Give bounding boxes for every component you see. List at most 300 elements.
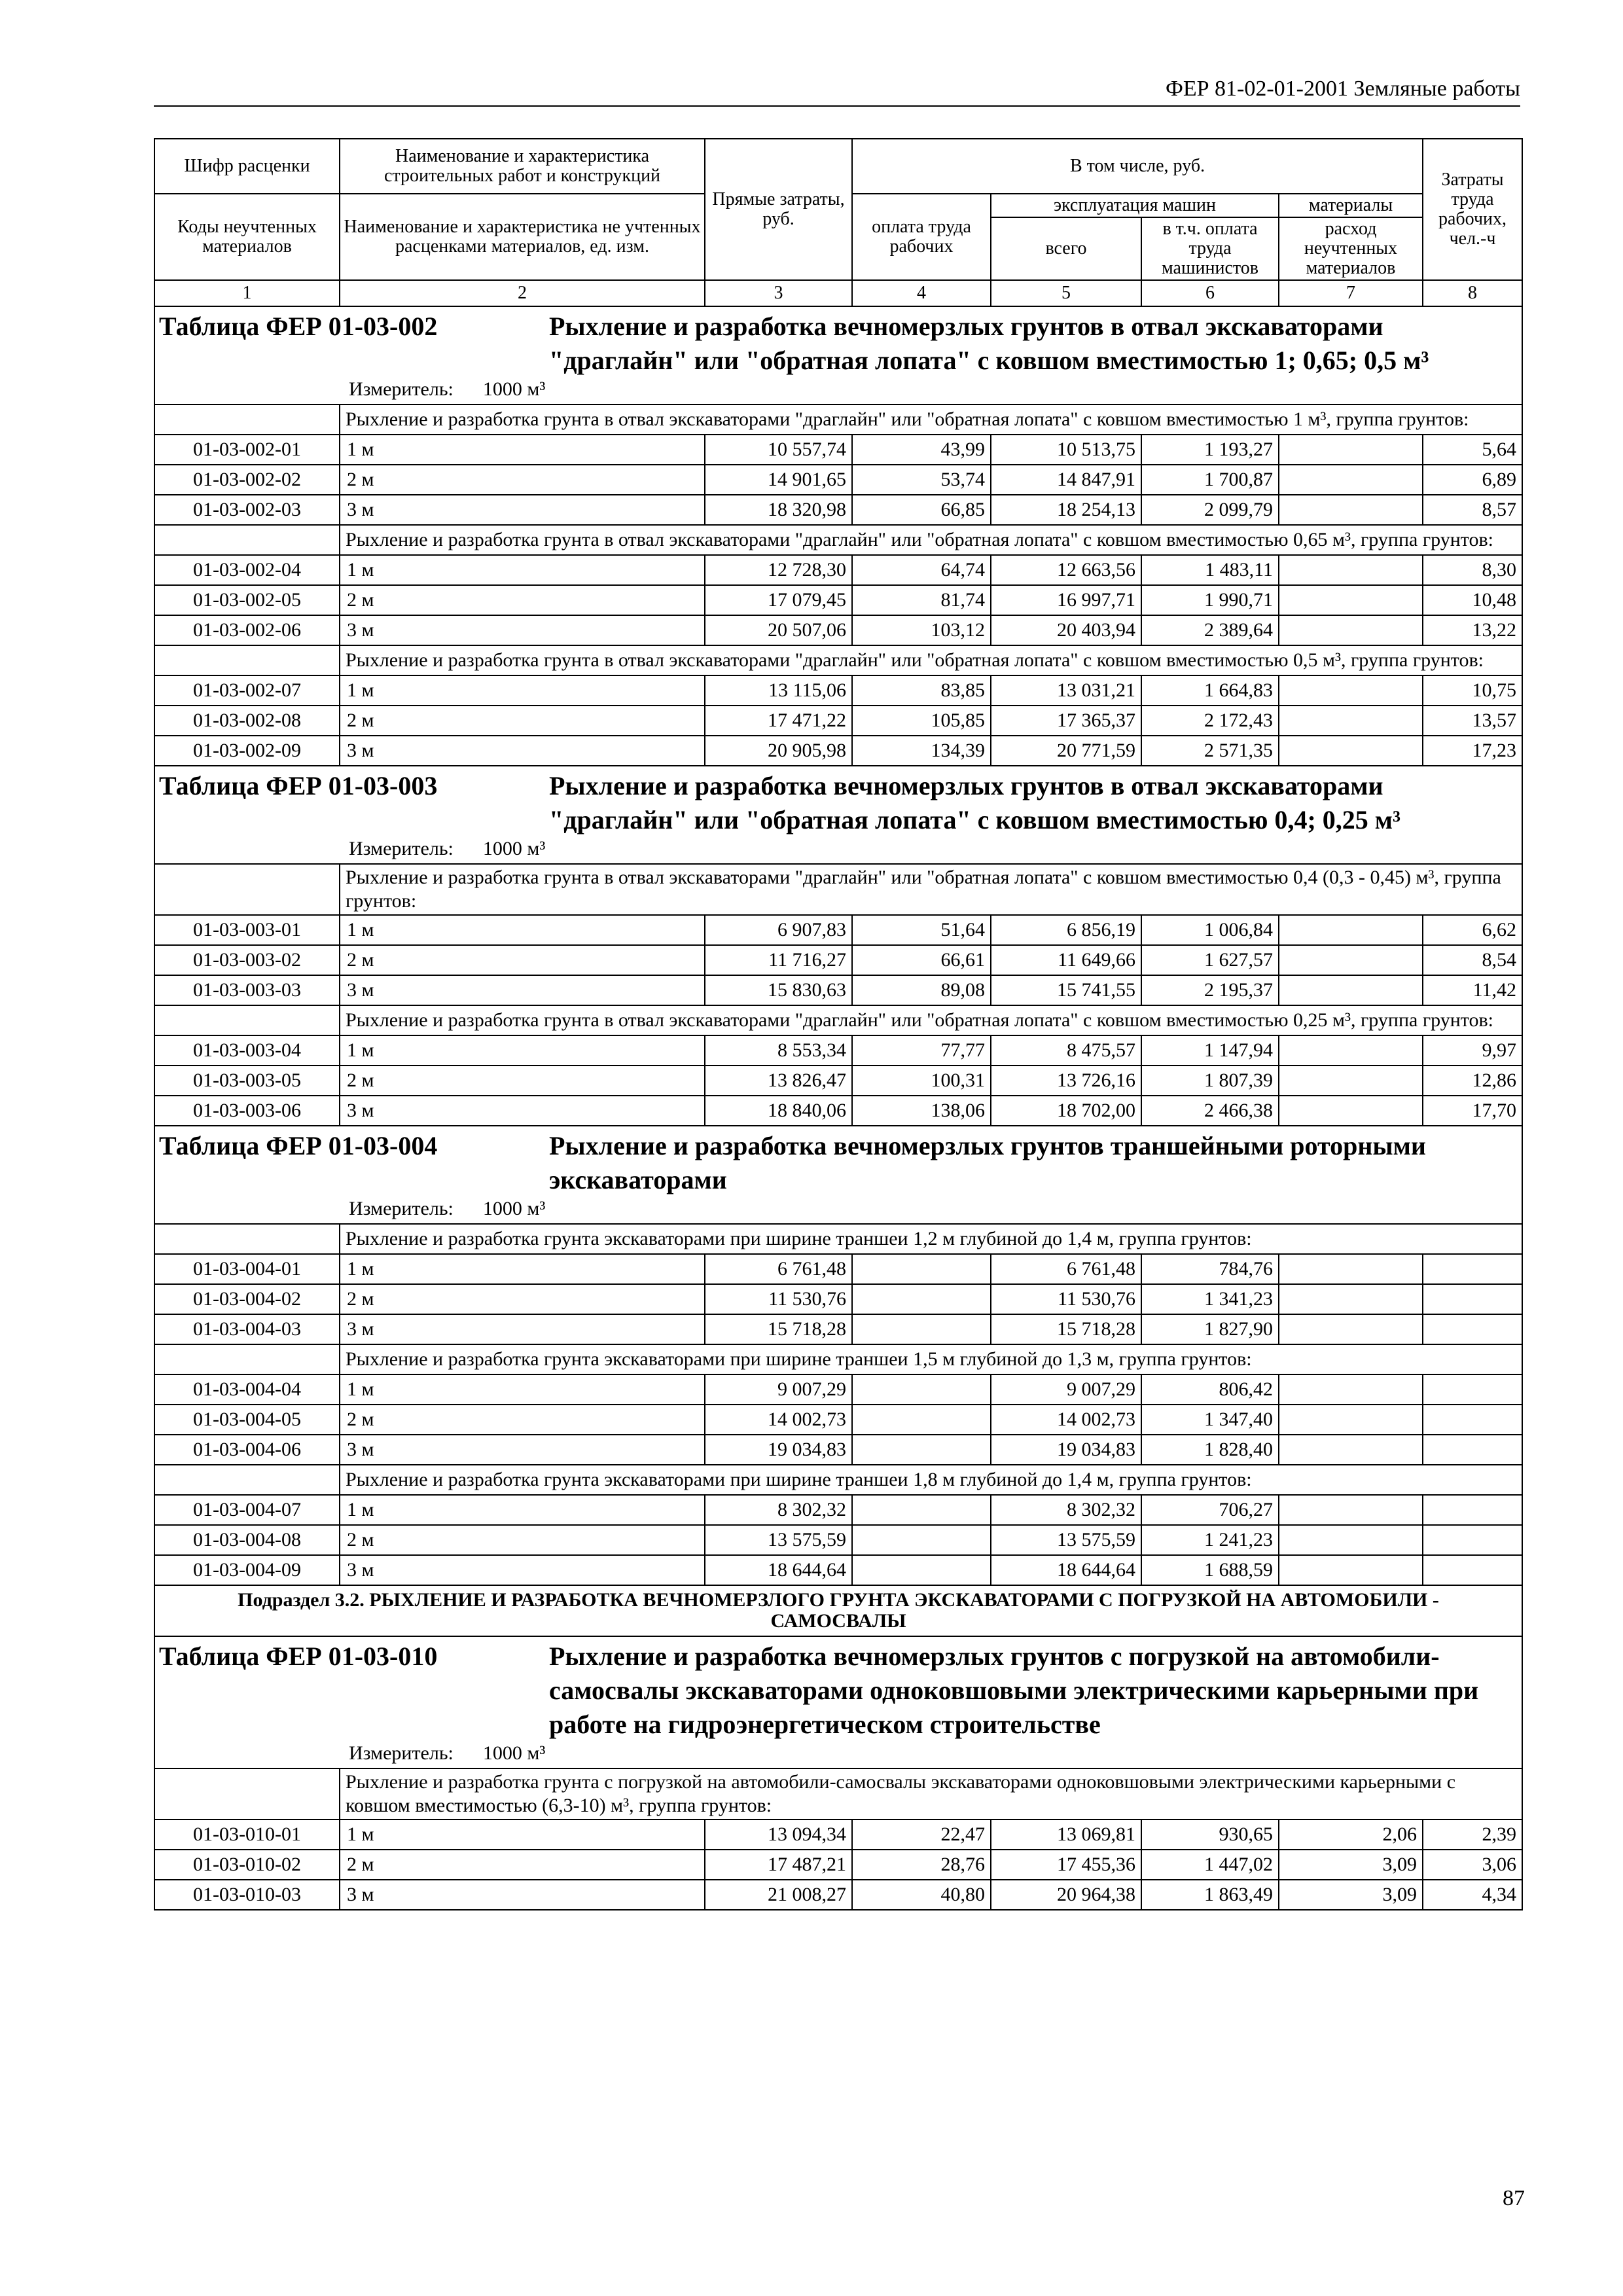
soil-group: 2 м bbox=[340, 465, 705, 495]
operator-pay: 1 241,23 bbox=[1141, 1525, 1279, 1555]
labor-pay: 77,77 bbox=[852, 1035, 991, 1066]
labor-pay bbox=[852, 1284, 991, 1314]
labor-hours bbox=[1423, 1435, 1522, 1465]
labor-pay: 83,85 bbox=[852, 675, 991, 706]
rate-code: 01-03-010-01 bbox=[154, 1820, 340, 1850]
machine-total: 20 403,94 bbox=[991, 615, 1141, 645]
soil-group: 1 м bbox=[340, 915, 705, 945]
table-row bbox=[154, 1284, 1522, 1314]
group-empty-cell bbox=[154, 1465, 340, 1495]
materials bbox=[1279, 615, 1423, 645]
price-table bbox=[154, 138, 1523, 1910]
machine-total: 11 649,66 bbox=[991, 945, 1141, 975]
rate-code: 01-03-004-01 bbox=[154, 1254, 340, 1284]
materials bbox=[1279, 555, 1423, 585]
col8-header: Затраты труда рабочих, чел.-ч bbox=[1423, 139, 1522, 280]
group-empty-cell bbox=[154, 1344, 340, 1374]
rate-code: 01-03-004-06 bbox=[154, 1435, 340, 1465]
rate-code: 01-03-002-03 bbox=[154, 495, 340, 525]
col5-header: всего bbox=[991, 217, 1141, 280]
machine-total: 6 761,48 bbox=[991, 1254, 1141, 1284]
table-row bbox=[154, 555, 1522, 585]
materials bbox=[1279, 945, 1423, 975]
col-number: 5 bbox=[991, 280, 1141, 306]
col-number: 1 bbox=[154, 280, 340, 306]
direct-costs: 8 553,34 bbox=[705, 1035, 852, 1066]
labor-pay: 22,47 bbox=[852, 1820, 991, 1850]
operator-pay: 1 807,39 bbox=[1141, 1066, 1279, 1096]
operator-pay: 1 483,11 bbox=[1141, 555, 1279, 585]
table-title-cell bbox=[154, 1636, 1522, 1768]
group-row bbox=[154, 525, 1522, 555]
rate-code: 01-03-003-04 bbox=[154, 1035, 340, 1066]
materials bbox=[1279, 435, 1423, 465]
table-name: Рыхление и разработка вечномерзлых грунтов в отвал экскаваторами "драглайн" или "обратная лопата" с ковшом вместимостью 1; 0,65; 0,5 м³ bbox=[549, 312, 1429, 375]
labor-hours bbox=[1423, 1314, 1522, 1344]
table-row bbox=[154, 495, 1522, 525]
labor-hours: 6,89 bbox=[1423, 465, 1522, 495]
materials bbox=[1279, 706, 1423, 736]
labor-pay: 51,64 bbox=[852, 915, 991, 945]
machine-total: 12 663,56 bbox=[991, 555, 1141, 585]
rate-code: 01-03-004-02 bbox=[154, 1284, 340, 1314]
machine-total: 18 254,13 bbox=[991, 495, 1141, 525]
group-row bbox=[154, 1465, 1522, 1495]
group-empty-cell bbox=[154, 525, 340, 555]
col1-top: Шифр расценки bbox=[154, 139, 340, 194]
labor-hours: 17,23 bbox=[1423, 736, 1522, 766]
materials bbox=[1279, 1254, 1423, 1284]
measure-label: Измеритель: bbox=[349, 1742, 454, 1764]
labor-hours: 11,42 bbox=[1423, 975, 1522, 1005]
labor-pay bbox=[852, 1525, 991, 1555]
labor-hours bbox=[1423, 1374, 1522, 1405]
group-description: Рыхление и разработка грунта в отвал экскаваторами "драглайн" или "обратная лопата" с ковшом вместимостью 0,25 м³, группа грунтов: bbox=[340, 1005, 1522, 1035]
group-row bbox=[154, 1224, 1522, 1254]
machine-total: 16 997,71 bbox=[991, 585, 1141, 615]
table-row bbox=[154, 1495, 1522, 1525]
machine-total: 11 530,76 bbox=[991, 1284, 1141, 1314]
table-name: Рыхление и разработка вечномерзлых грунтов траншейными роторными экскаваторами bbox=[549, 1131, 1426, 1194]
measure-value: 1000 м³ bbox=[482, 378, 546, 400]
running-header-title: ФЕР 81-02-01-2001 Земляные работы bbox=[1165, 77, 1520, 101]
labor-hours: 17,70 bbox=[1423, 1096, 1522, 1126]
table-code: Таблица ФЕР 01-03-004 bbox=[159, 1131, 438, 1160]
table-row bbox=[154, 975, 1522, 1005]
soil-group: 1 м bbox=[340, 675, 705, 706]
labor-hours: 8,57 bbox=[1423, 495, 1522, 525]
labor-hours: 12,86 bbox=[1423, 1066, 1522, 1096]
direct-costs: 17 079,45 bbox=[705, 585, 852, 615]
group-description: Рыхление и разработка грунта экскаваторами при ширине траншеи 1,8 м глубиной до 1,4 м, группа грунтов: bbox=[340, 1465, 1522, 1495]
materials-header: материалы bbox=[1279, 194, 1423, 217]
col2-top: Наименование и характеристика строительных работ и конструкций bbox=[340, 139, 705, 194]
rate-code: 01-03-002-06 bbox=[154, 615, 340, 645]
direct-costs: 13 826,47 bbox=[705, 1066, 852, 1096]
labor-pay: 64,74 bbox=[852, 555, 991, 585]
rate-code: 01-03-010-02 bbox=[154, 1850, 340, 1880]
soil-group: 1 м bbox=[340, 1254, 705, 1284]
machine-total: 13 575,59 bbox=[991, 1525, 1141, 1555]
col-number: 8 bbox=[1423, 280, 1522, 306]
machine-total: 10 513,75 bbox=[991, 435, 1141, 465]
table-row bbox=[154, 675, 1522, 706]
rate-code: 01-03-004-09 bbox=[154, 1555, 340, 1585]
table-code: Таблица ФЕР 01-03-003 bbox=[159, 771, 438, 800]
table-row bbox=[154, 1525, 1522, 1555]
direct-costs: 6 907,83 bbox=[705, 915, 852, 945]
materials: 3,09 bbox=[1279, 1850, 1423, 1880]
direct-costs: 11 716,27 bbox=[705, 945, 852, 975]
soil-group: 1 м bbox=[340, 1035, 705, 1066]
labor-hours: 3,06 bbox=[1423, 1850, 1522, 1880]
machine-total: 8 302,32 bbox=[991, 1495, 1141, 1525]
table-name: Рыхление и разработка вечномерзлых грунтов в отвал экскаваторами "драглайн" или "обратная лопата" с ковшом вместимостью 0,4; 0,25 м³ bbox=[549, 771, 1401, 834]
operator-pay: 784,76 bbox=[1141, 1254, 1279, 1284]
labor-pay bbox=[852, 1314, 991, 1344]
measure-line bbox=[159, 1197, 1518, 1221]
measure-line bbox=[159, 837, 1518, 861]
group-row bbox=[154, 1344, 1522, 1374]
machine-total: 15 741,55 bbox=[991, 975, 1141, 1005]
soil-group: 2 м bbox=[340, 1525, 705, 1555]
table-row bbox=[154, 585, 1522, 615]
table-row bbox=[154, 1820, 1522, 1850]
labor-hours bbox=[1423, 1495, 1522, 1525]
measure-line bbox=[159, 1742, 1518, 1765]
direct-costs: 12 728,30 bbox=[705, 555, 852, 585]
materials bbox=[1279, 1374, 1423, 1405]
soil-group: 1 м bbox=[340, 435, 705, 465]
machine-total: 19 034,83 bbox=[991, 1435, 1141, 1465]
materials bbox=[1279, 1096, 1423, 1126]
materials bbox=[1279, 1314, 1423, 1344]
rate-code: 01-03-003-03 bbox=[154, 975, 340, 1005]
soil-group: 1 м bbox=[340, 555, 705, 585]
measure-label: Измеритель: bbox=[349, 378, 454, 400]
labor-hours bbox=[1423, 1405, 1522, 1435]
rate-code: 01-03-004-04 bbox=[154, 1374, 340, 1405]
operator-pay: 1 627,57 bbox=[1141, 945, 1279, 975]
rate-code: 01-03-002-02 bbox=[154, 465, 340, 495]
group-empty-cell bbox=[154, 1005, 340, 1035]
group-description: Рыхление и разработка грунта экскаваторами при ширине траншеи 1,5 м глубиной до 1,3 м, группа грунтов: bbox=[340, 1344, 1522, 1374]
direct-costs: 18 840,06 bbox=[705, 1096, 852, 1126]
materials bbox=[1279, 915, 1423, 945]
rate-code: 01-03-003-01 bbox=[154, 915, 340, 945]
rate-code: 01-03-003-02 bbox=[154, 945, 340, 975]
direct-costs: 14 901,65 bbox=[705, 465, 852, 495]
table-row bbox=[154, 1096, 1522, 1126]
table-row bbox=[154, 1066, 1522, 1096]
operator-pay: 930,65 bbox=[1141, 1820, 1279, 1850]
rate-code: 01-03-004-08 bbox=[154, 1525, 340, 1555]
materials: 3,09 bbox=[1279, 1880, 1423, 1910]
operator-pay: 1 827,90 bbox=[1141, 1314, 1279, 1344]
table-title bbox=[159, 1640, 1518, 1742]
operator-pay: 2 389,64 bbox=[1141, 615, 1279, 645]
table-row bbox=[154, 1254, 1522, 1284]
group-description: Рыхление и разработка грунта с погрузкой на автомобили-самосвалы экскаваторами одноковшовыми электрическими карьерными с ковшом вместимостью (6,3-10) м³, группа грунтов: bbox=[340, 1768, 1522, 1820]
col4-header: оплата труда рабочих bbox=[852, 194, 991, 280]
materials bbox=[1279, 1555, 1423, 1585]
operator-pay: 1 863,49 bbox=[1141, 1880, 1279, 1910]
direct-costs: 17 471,22 bbox=[705, 706, 852, 736]
labor-pay: 105,85 bbox=[852, 706, 991, 736]
labor-pay bbox=[852, 1374, 991, 1405]
materials bbox=[1279, 495, 1423, 525]
rate-code: 01-03-003-06 bbox=[154, 1096, 340, 1126]
col7-header: расход неучтенных материалов bbox=[1279, 217, 1423, 280]
machine-total: 18 702,00 bbox=[991, 1096, 1141, 1126]
soil-group: 3 м bbox=[340, 1314, 705, 1344]
table-title-row bbox=[154, 766, 1522, 864]
operator-pay: 1 006,84 bbox=[1141, 915, 1279, 945]
table-code: Таблица ФЕР 01-03-002 bbox=[159, 312, 438, 341]
labor-pay: 89,08 bbox=[852, 975, 991, 1005]
group-description: Рыхление и разработка грунта в отвал экскаваторами "драглайн" или "обратная лопата" с ковшом вместимостью 1 м³, группа грунтов: bbox=[340, 404, 1522, 435]
col-number: 6 bbox=[1141, 280, 1279, 306]
machine-total: 9 007,29 bbox=[991, 1374, 1141, 1405]
group-description: Рыхление и разработка грунта в отвал экскаваторами "драглайн" или "обратная лопата" с ковшом вместимостью 0,4 (0,3 - 0,45) м³, группа грунтов: bbox=[340, 864, 1522, 915]
group-row bbox=[154, 1005, 1522, 1035]
materials bbox=[1279, 1435, 1423, 1465]
machine-total: 20 771,59 bbox=[991, 736, 1141, 766]
direct-costs: 10 557,74 bbox=[705, 435, 852, 465]
direct-costs: 15 830,63 bbox=[705, 975, 852, 1005]
measure-value: 1000 м³ bbox=[482, 838, 546, 859]
table-row bbox=[154, 945, 1522, 975]
soil-group: 2 м bbox=[340, 585, 705, 615]
labor-pay bbox=[852, 1405, 991, 1435]
soil-group: 2 м bbox=[340, 1850, 705, 1880]
rate-code: 01-03-004-03 bbox=[154, 1314, 340, 1344]
operator-pay: 1 341,23 bbox=[1141, 1284, 1279, 1314]
measure-label: Измеритель: bbox=[349, 838, 454, 859]
col-number: 4 bbox=[852, 280, 991, 306]
direct-costs: 9 007,29 bbox=[705, 1374, 852, 1405]
direct-costs: 18 320,98 bbox=[705, 495, 852, 525]
soil-group: 3 м bbox=[340, 975, 705, 1005]
labor-hours: 9,97 bbox=[1423, 1035, 1522, 1066]
table-row bbox=[154, 1850, 1522, 1880]
machine-total: 6 856,19 bbox=[991, 915, 1141, 945]
col3-header: Прямые затраты, руб. bbox=[705, 139, 852, 280]
subsection-row bbox=[154, 1585, 1522, 1636]
table-row bbox=[154, 1435, 1522, 1465]
soil-group: 2 м bbox=[340, 1284, 705, 1314]
labor-pay: 40,80 bbox=[852, 1880, 991, 1910]
soil-group: 2 м bbox=[340, 945, 705, 975]
rate-code: 01-03-002-05 bbox=[154, 585, 340, 615]
labor-pay bbox=[852, 1254, 991, 1284]
measure-value: 1000 м³ bbox=[482, 1198, 546, 1219]
group-empty-cell bbox=[154, 1224, 340, 1254]
labor-pay: 100,31 bbox=[852, 1066, 991, 1096]
group-row bbox=[154, 1768, 1522, 1820]
labor-hours: 13,22 bbox=[1423, 615, 1522, 645]
labor-hours: 13,57 bbox=[1423, 706, 1522, 736]
rate-code: 01-03-004-07 bbox=[154, 1495, 340, 1525]
labor-pay: 43,99 bbox=[852, 435, 991, 465]
direct-costs: 6 761,48 bbox=[705, 1254, 852, 1284]
table-row bbox=[154, 915, 1522, 945]
machine-total: 15 718,28 bbox=[991, 1314, 1141, 1344]
labor-hours: 8,30 bbox=[1423, 555, 1522, 585]
soil-group: 2 м bbox=[340, 1405, 705, 1435]
operator-pay: 1 447,02 bbox=[1141, 1850, 1279, 1880]
group-empty-cell bbox=[154, 1768, 340, 1820]
operator-pay: 1 828,40 bbox=[1141, 1435, 1279, 1465]
soil-group: 3 м bbox=[340, 1555, 705, 1585]
group-description: Рыхление и разработка грунта в отвал экскаваторами "драглайн" или "обратная лопата" с ковшом вместимостью 0,5 м³, группа грунтов: bbox=[340, 645, 1522, 675]
labor-pay: 81,74 bbox=[852, 585, 991, 615]
labor-hours: 8,54 bbox=[1423, 945, 1522, 975]
operator-pay: 1 700,87 bbox=[1141, 465, 1279, 495]
soil-group: 3 м bbox=[340, 1880, 705, 1910]
machine-total: 20 964,38 bbox=[991, 1880, 1141, 1910]
group-empty-cell bbox=[154, 645, 340, 675]
soil-group: 2 м bbox=[340, 1066, 705, 1096]
labor-hours bbox=[1423, 1284, 1522, 1314]
soil-group: 3 м bbox=[340, 1435, 705, 1465]
operator-pay: 2 195,37 bbox=[1141, 975, 1279, 1005]
group-empty-cell bbox=[154, 404, 340, 435]
labor-pay: 134,39 bbox=[852, 736, 991, 766]
machine-total: 8 475,57 bbox=[991, 1035, 1141, 1066]
col-number: 7 bbox=[1279, 280, 1423, 306]
operator-pay: 706,27 bbox=[1141, 1495, 1279, 1525]
col1-bottom: Коды неучтенных материалов bbox=[154, 194, 340, 280]
materials bbox=[1279, 1405, 1423, 1435]
included-header: В том числе, руб. bbox=[852, 139, 1423, 194]
table-title-cell bbox=[154, 766, 1522, 864]
measure-value: 1000 м³ bbox=[482, 1742, 546, 1764]
table-title-row bbox=[154, 1636, 1522, 1768]
table-row bbox=[154, 435, 1522, 465]
operator-pay: 2 172,43 bbox=[1141, 706, 1279, 736]
soil-group: 3 м bbox=[340, 495, 705, 525]
direct-costs: 20 905,98 bbox=[705, 736, 852, 766]
group-description: Рыхление и разработка грунта экскаваторами при ширине траншеи 1,2 м глубиной до 1,4 м, группа грунтов: bbox=[340, 1224, 1522, 1254]
labor-pay: 53,74 bbox=[852, 465, 991, 495]
table-title-cell bbox=[154, 306, 1522, 404]
table-title bbox=[159, 769, 1518, 837]
labor-hours bbox=[1423, 1254, 1522, 1284]
measure-line bbox=[159, 378, 1518, 401]
labor-hours: 5,64 bbox=[1423, 435, 1522, 465]
materials: 2,06 bbox=[1279, 1820, 1423, 1850]
materials bbox=[1279, 1495, 1423, 1525]
machine-total: 17 365,37 bbox=[991, 706, 1141, 736]
labor-pay bbox=[852, 1495, 991, 1525]
operator-pay: 1 664,83 bbox=[1141, 675, 1279, 706]
direct-costs: 15 718,28 bbox=[705, 1314, 852, 1344]
table-title-cell bbox=[154, 1126, 1522, 1224]
table-row bbox=[154, 1555, 1522, 1585]
table-title bbox=[159, 310, 1518, 378]
group-row bbox=[154, 404, 1522, 435]
soil-group: 1 м bbox=[340, 1495, 705, 1525]
group-description: Рыхление и разработка грунта в отвал экскаваторами "драглайн" или "обратная лопата" с ковшом вместимостью 0,65 м³, группа грунтов: bbox=[340, 525, 1522, 555]
materials bbox=[1279, 736, 1423, 766]
operator-pay: 2 571,35 bbox=[1141, 736, 1279, 766]
direct-costs: 11 530,76 bbox=[705, 1284, 852, 1314]
table-row bbox=[154, 615, 1522, 645]
direct-costs: 13 575,59 bbox=[705, 1525, 852, 1555]
operator-pay: 1 990,71 bbox=[1141, 585, 1279, 615]
materials bbox=[1279, 585, 1423, 615]
materials bbox=[1279, 1284, 1423, 1314]
col6-header: в т.ч. оплата труда машинистов bbox=[1141, 217, 1279, 280]
table-row bbox=[154, 1374, 1522, 1405]
table-row bbox=[154, 465, 1522, 495]
rate-code: 01-03-003-05 bbox=[154, 1066, 340, 1096]
direct-costs: 17 487,21 bbox=[705, 1850, 852, 1880]
labor-pay bbox=[852, 1435, 991, 1465]
operator-pay: 1 147,94 bbox=[1141, 1035, 1279, 1066]
operator-pay: 806,42 bbox=[1141, 1374, 1279, 1405]
table-row bbox=[154, 706, 1522, 736]
table-name: Рыхление и разработка вечномерзлых грунтов с погрузкой на автомобили-самосвалы экскаваторами одноковшовыми электрическими карьерными при работе на гидроэнергетическом строительстве bbox=[549, 1641, 1479, 1739]
table-title-row bbox=[154, 306, 1522, 404]
direct-costs: 19 034,83 bbox=[705, 1435, 852, 1465]
labor-pay: 66,85 bbox=[852, 495, 991, 525]
labor-hours bbox=[1423, 1555, 1522, 1585]
rate-code: 01-03-002-08 bbox=[154, 706, 340, 736]
rate-code: 01-03-002-09 bbox=[154, 736, 340, 766]
subsection-title: Подраздел 3.2. РЫХЛЕНИЕ И РАЗРАБОТКА ВЕЧНОМЕРЗЛОГО ГРУНТА ЭКСКАВАТОРАМИ С ПОГРУЗКОЙ НА АВТОМОБИЛИ - САМОСВАЛЫ bbox=[154, 1585, 1522, 1636]
materials bbox=[1279, 1035, 1423, 1066]
labor-pay: 28,76 bbox=[852, 1850, 991, 1880]
measure-label: Измеритель: bbox=[349, 1198, 454, 1219]
table-row bbox=[154, 1035, 1522, 1066]
labor-hours: 4,34 bbox=[1423, 1880, 1522, 1910]
soil-group: 2 м bbox=[340, 706, 705, 736]
soil-group: 1 м bbox=[340, 1374, 705, 1405]
materials bbox=[1279, 675, 1423, 706]
labor-pay: 66,61 bbox=[852, 945, 991, 975]
group-row bbox=[154, 645, 1522, 675]
soil-group: 3 м bbox=[340, 615, 705, 645]
group-row bbox=[154, 864, 1522, 915]
table-row bbox=[154, 736, 1522, 766]
operator-pay: 1 347,40 bbox=[1141, 1405, 1279, 1435]
col-number: 2 bbox=[340, 280, 705, 306]
materials bbox=[1279, 1525, 1423, 1555]
machine-total: 13 031,21 bbox=[991, 675, 1141, 706]
rate-code: 01-03-010-03 bbox=[154, 1880, 340, 1910]
page-number: 87 bbox=[1503, 2186, 1525, 2210]
labor-hours: 2,39 bbox=[1423, 1820, 1522, 1850]
rate-code: 01-03-002-04 bbox=[154, 555, 340, 585]
soil-group: 3 м bbox=[340, 1096, 705, 1126]
machine-total: 14 002,73 bbox=[991, 1405, 1141, 1435]
table-title bbox=[159, 1129, 1518, 1197]
operator-pay: 2 099,79 bbox=[1141, 495, 1279, 525]
machine-total: 13 726,16 bbox=[991, 1066, 1141, 1096]
rate-code: 01-03-002-07 bbox=[154, 675, 340, 706]
operator-pay: 1 193,27 bbox=[1141, 435, 1279, 465]
materials bbox=[1279, 1066, 1423, 1096]
direct-costs: 18 644,64 bbox=[705, 1555, 852, 1585]
labor-hours: 10,75 bbox=[1423, 675, 1522, 706]
direct-costs: 13 115,06 bbox=[705, 675, 852, 706]
rate-code: 01-03-004-05 bbox=[154, 1405, 340, 1435]
soil-group: 1 м bbox=[340, 1820, 705, 1850]
table-code: Таблица ФЕР 01-03-010 bbox=[159, 1641, 438, 1671]
materials bbox=[1279, 975, 1423, 1005]
